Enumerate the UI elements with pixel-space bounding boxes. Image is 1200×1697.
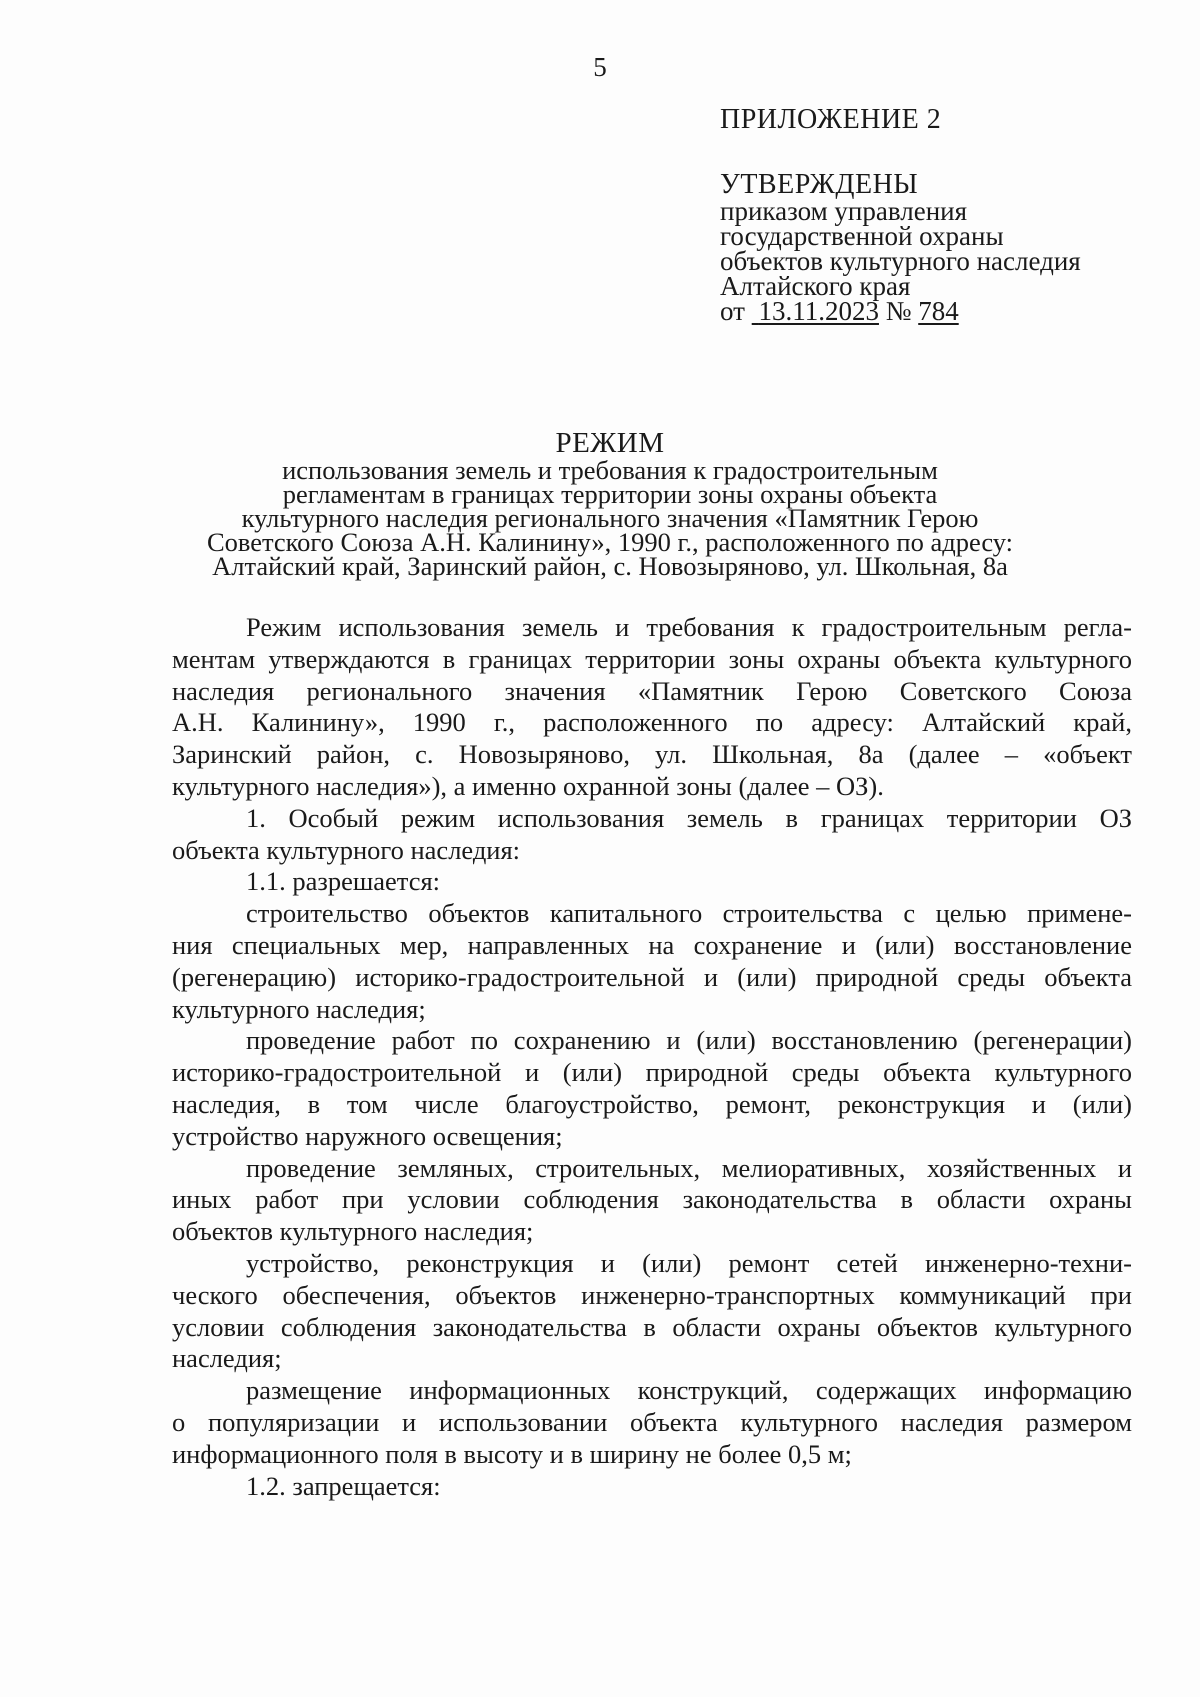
heading-title: РЕЖИМ (555, 427, 665, 459)
heading-line: использования земель и требования к градостроительным (282, 455, 938, 485)
date-prefix: от (720, 296, 745, 326)
approval-block (720, 169, 1081, 326)
approval-line: приказом управления (720, 196, 968, 226)
paragraph-line: культурного наследия; (172, 993, 426, 1024)
paragraph-line: А.Н. Калинину», 1990 г., расположенного по адресу: Алтайский край, (172, 707, 1132, 738)
paragraph-line: информационного поля в высоту и в ширину не более 0,5 м; (172, 1438, 852, 1469)
paragraph (172, 1025, 1132, 1152)
paragraph-line: о популяризации и использовании объекта культурного наследия размером (172, 1406, 1132, 1437)
paragraph-line: строительство объектов капитального строительства с целью примене- (246, 898, 1132, 929)
heading-line: Советского Союза А.Н. Калинину», 1990 г., расположенного по адресу: (206, 527, 1014, 557)
paragraph-line: ческого обеспечения, объектов инженерно-транспортных коммуникаций при (172, 1279, 1132, 1310)
paragraph-line: объекта культурного наследия: (172, 834, 521, 865)
paragraph-line: устройство, реконструкция и (или) ремонт сетей инженерно-техни- (246, 1247, 1132, 1278)
paragraph-line: размещение информационных конструкций, содержащих информацию (246, 1375, 1132, 1406)
paragraph-line: 1. Особый режим использования земель в границах территории ОЗ (246, 802, 1132, 833)
order-date: 13.11.2023 (758, 296, 879, 326)
order-reference (720, 296, 1081, 326)
paragraph-line: проведение работ по сохранению и (или) восстановлению (регенерации) (246, 1025, 1132, 1056)
paragraph-line: иных работ при условии соблюдения законодательства в области охраны (172, 1184, 1132, 1215)
paragraph-line: Режим использования земель и требования к градостроительным регла- (246, 612, 1132, 642)
paragraph (172, 1153, 1132, 1248)
paragraph (172, 1471, 1132, 1503)
paragraph-line: наследия, в том числе благоустройство, ремонт, реконструкция и (или) (172, 1088, 1132, 1119)
number-prefix: № (885, 296, 912, 326)
document-body (172, 612, 1132, 1502)
paragraph (172, 612, 1132, 803)
paragraph-line: наследия; (172, 1343, 282, 1374)
paragraph (172, 803, 1132, 867)
paragraph-line: (регенерацию) историко-градостроительной и (или) природной среды объекта (172, 961, 1132, 992)
heading-line: культурного наследия регионального значения «Памятник Герою (241, 503, 979, 533)
paragraph-line: ния специальных мер, направленных на сохранение и (или) восстановление (172, 929, 1132, 960)
order-number: 784 (918, 296, 959, 326)
paragraph-line: ментам утверждаются в границах территории зоны охраны объекта культурного (172, 643, 1132, 674)
paragraph-line: 1.1. разрешается: (246, 866, 441, 897)
approval-line: Алтайского края (720, 271, 911, 301)
paragraph (172, 1248, 1132, 1375)
paragraph-line: Заринский район, с. Новозыряново, ул. Школьная, 8а (далее – «объект (172, 739, 1132, 770)
paragraph-line: 1.2. запрещается: (246, 1470, 441, 1501)
paragraph-line: условии соблюдения законодательства в области охраны объектов культурного (172, 1311, 1132, 1342)
heading-line: регламентам в границах территории зоны охраны объекта (282, 479, 938, 509)
paragraph (172, 1375, 1132, 1470)
approval-title: УТВЕРЖДЕНЫ (720, 169, 919, 200)
paragraph (172, 866, 1132, 898)
paragraph (172, 898, 1132, 1025)
paragraph-line: устройство наружного освещения; (172, 1120, 563, 1151)
appendix-block (720, 104, 941, 136)
paragraph-line: наследия регионального значения «Памятник Герою Советского Союза (172, 675, 1132, 706)
paragraph-line: историко-градостроительной и (или) природной среды объекта культурного (172, 1057, 1132, 1088)
paragraph-line: объектов культурного наследия; (172, 1216, 534, 1247)
heading-line: Алтайский край, Заринский район, с. Новозыряново, ул. Школьная, 8а (212, 551, 1008, 581)
approval-line: государственной охраны (720, 221, 1004, 251)
document-heading (160, 427, 1060, 581)
paragraph-line: культурного наследия»), а именно охранной зоны (далее – ОЗ). (172, 770, 884, 801)
approval-line: объектов культурного наследия (720, 246, 1081, 276)
appendix-title: ПРИЛОЖЕНИЕ 2 (720, 104, 942, 135)
paragraph-line: проведение земляных, строительных, мелиоративных, хозяйственных и (246, 1152, 1132, 1183)
page-number: 5 (593, 52, 607, 82)
